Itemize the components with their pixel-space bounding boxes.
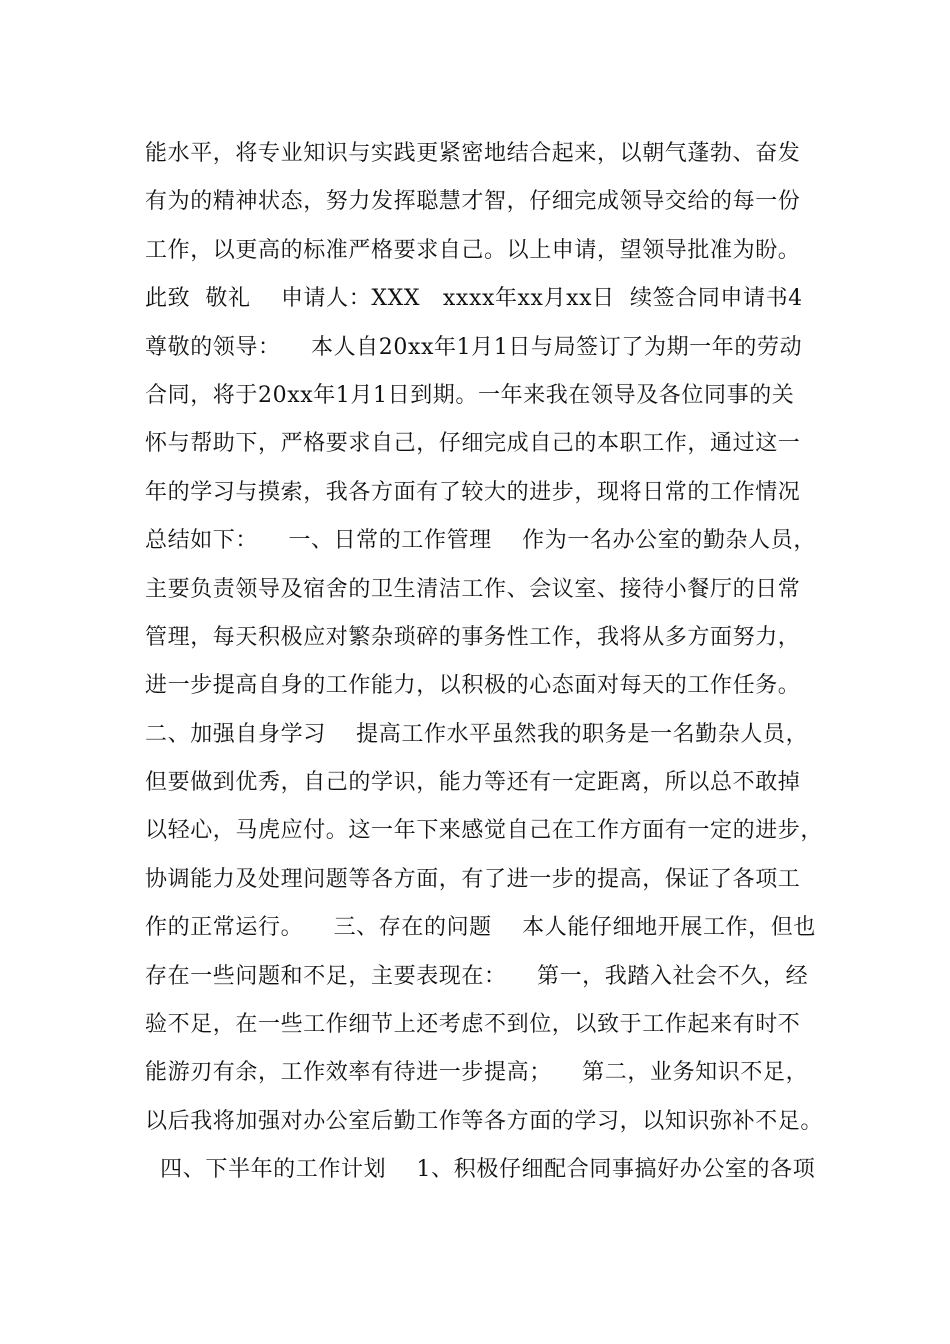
text-line: 年的学习与摸索，我各方面有了较大的进步，现将日常的工作情况 bbox=[145, 479, 801, 505]
text-line: 二、加强自身学习 提高工作水平虽然我的职务是一名勤杂人员， bbox=[145, 721, 809, 747]
text-line: 验不足，在一些工作细节上还考虑不到位，以致于工作起来有时不 bbox=[145, 1012, 801, 1038]
text-line: 存在一些问题和不足，主要表现在： 第一，我踏入社会不久，经 bbox=[145, 963, 809, 989]
text-line: 能游刃有余，工作效率有待进一步提高； 第二，业务知识不足， bbox=[145, 1060, 809, 1086]
text-line: 但要做到优秀，自己的学识，能力等还有一定距离，所以总不敢掉 bbox=[145, 770, 801, 796]
text-line: 总结如下： 一、日常的工作管理 作为一名办公室的勤杂人员， bbox=[145, 528, 816, 554]
text-line: 能水平，将专业知识与实践更紧密地结合起来，以朝气蓬勃、奋发 bbox=[145, 141, 801, 166]
text-line: 怀与帮助下，严格要求自己，仔细完成自己的本职工作，通过这一 bbox=[145, 431, 801, 457]
text-line: 协调能力及处理问题等各方面，有了进一步的提高，保证了各项工 bbox=[145, 866, 801, 892]
text-line: 管理，每天积极应对繁杂琐碎的事务性工作，我将从多方面努力， bbox=[145, 624, 801, 650]
text-line: 此致 敬礼 申请人：XXX xxxx年xx月xx日 续签合同申请书4 bbox=[145, 286, 803, 312]
text-line: 合同，将于20xx年1月1日到期。一年来我在领导及各位同事的关 bbox=[145, 382, 795, 408]
text-line: 进一步提高自身的工作能力，以积极的心态面对每天的工作任务。 bbox=[145, 673, 801, 699]
text-line: 尊敬的领导： 本人自20xx年1月1日与局签订了为期一年的劳动 bbox=[145, 334, 803, 360]
document-body bbox=[145, 130, 825, 1195]
text-line: 作的正常运行。 三、存在的问题 本人能仔细地开展工作，但也 bbox=[145, 915, 816, 941]
text-line: 以后我将加强对办公室后勤工作等各方面的学习，以知识弥补不足。 bbox=[145, 1108, 824, 1134]
text-line: 有为的精神状态，努力发挥聪慧才智，仔细完成领导交给的每一份 bbox=[145, 189, 801, 215]
text-line: 以轻心，马虎应付。这一年下来感觉自己在工作方面有一定的进步， bbox=[145, 818, 824, 844]
text-line: 工作，以更高的标准严格要求自己。以上申请，望领导批准为盼。 bbox=[145, 237, 801, 263]
text-line: 四、下半年的工作计划 1、积极仔细配合同事搞好办公室的各项 bbox=[145, 1157, 816, 1183]
text-line: 主要负责领导及宿舍的卫生清洁工作、会议室、接待小餐厅的日常 bbox=[145, 576, 801, 602]
